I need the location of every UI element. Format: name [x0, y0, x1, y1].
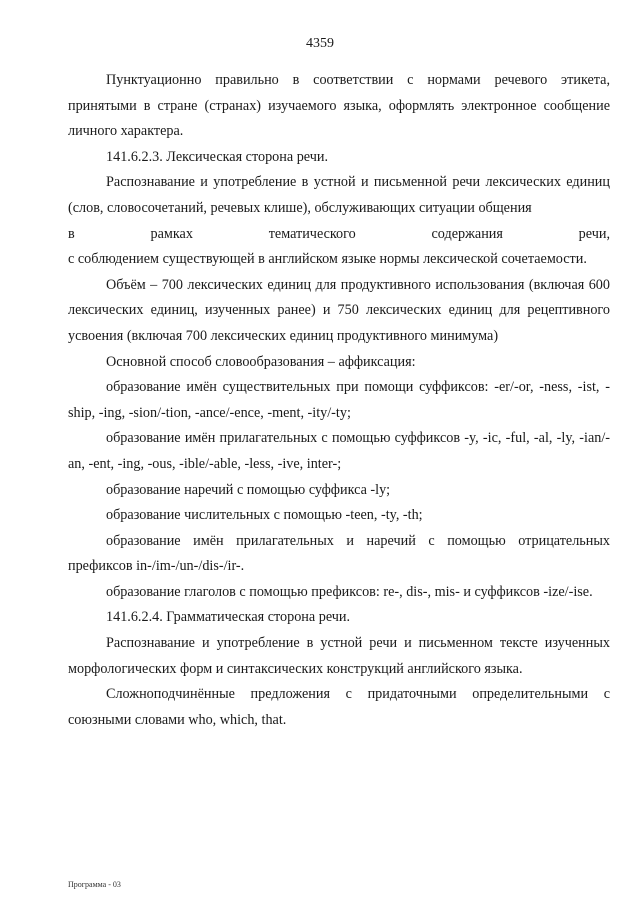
list-item: образование наречий с помощью суффикса -ly; [106, 481, 391, 498]
list-item: образование числительных с помощью -teen, -ty, -th; [106, 507, 423, 524]
paragraph: Пунктуационно правильно в соответствии с нормами речевого этикета, принятыми в стране (странах) изучаемого языка, оформлять электронное сообщение личного характера. [68, 72, 610, 140]
document-body [68, 68, 610, 733]
list-item: образование имён прилагательных и наречий с помощью отрицательных префиксов in-/im-/un-/dis-/ir-. [68, 532, 610, 575]
paragraph: с соблюдением существующей в английском языке нормы лексической сочетаемости. [68, 251, 587, 268]
paragraph: Распознавание и употребление в устной речи и письменном тексте изученных морфологических форм и синтаксических конструкций английского языка. [68, 635, 610, 677]
footer-label: Программа - 03 [68, 880, 121, 889]
paragraph: в рамках тематического содержания речи, [68, 225, 610, 242]
section-heading: 141.6.2.4. Грамматическая сторона речи. [106, 609, 351, 626]
section-heading: 141.6.2.3. Лексическая сторона речи. [106, 148, 329, 165]
paragraph: Основной способ словообразования – аффиксация: [106, 353, 416, 370]
paragraph: Распознавание и употребление в устной и письменной речи лексических единиц (слов, словосочетаний, речевых клише), обслуживающих ситуации общения [68, 174, 610, 216]
paragraph: Сложноподчинённые предложения с придаточными определительными с союзными словами who, which, that. [68, 686, 610, 728]
list-item: образование имён прилагательных с помощью суффиксов -y, -ic, -ful, -al, -ly, -ian/-an, -ent, -ing, -ous, -ible/-able, -less, -ive, inter-; [68, 430, 610, 472]
list-item: образование имён существительных при помощи суффиксов: -er/-or, -ness, -ist, -ship, -ing, -sion/-tion, -ance/-ence, -ment, -ity/-ty; [68, 379, 610, 421]
paragraph: Объём – 700 лексических единиц для продуктивного использования (включая 600 лексических единиц, изученных ранее) и 750 лексических единиц для рецептивного усвоения (включая 700 лексических единиц продуктивного минимума) [68, 276, 610, 344]
page-number: 4359 [306, 36, 334, 51]
list-item: образование глаголов с помощью префиксов: re-, dis-, mis- и суффиксов -ize/-ise. [106, 583, 593, 600]
